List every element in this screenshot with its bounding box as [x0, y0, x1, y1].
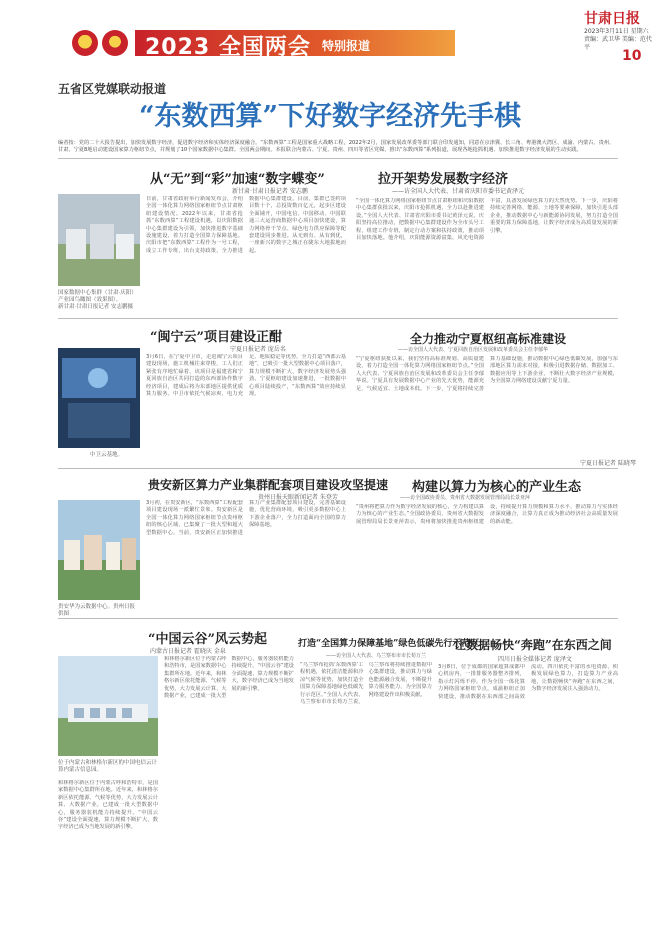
- byline-gansu: 新甘肃·甘肃日报记者 安志鹏: [232, 188, 308, 195]
- byline-cloud-valley: 内蒙古日报记者 霍晓庆 金泉: [150, 648, 226, 655]
- byline-interview-gansu: ——访全国人大代表、甘肃省庆阳市委书记黄泽元: [392, 188, 525, 195]
- body-gansu: 日前，甘肃省政府举行新闻发布会，介绍全国一体化算力网络国家枢纽节点甘肃枢纽建设情况。2022年以来，甘肃省抢抓“东数西算”工程建设机遇，以庆阳数据中心集群建设为引领，加快推进数字基础设施建设，着力打造全国算力保障基地。庆阳市把“东数西算”工程作为一号工程，成立工作专班，出台支持政策，全力推进数据中心集群建设。目前，集群已签约项目数十个，总投资数百亿元，起步区建设全面铺开，中国电信、中国移动、中国联通三大运营商数据中心项目加快建设，算力网络骨干节点、绿色电力供应保障等配套建设同步推进。从无到有、从有到优，一座新兴的数字之城正在陇东大地拔地而起。: [146, 196, 346, 254]
- header-title: 2023 全国两会: [145, 35, 311, 60]
- article-title-interview-gansu: 拉开架势发展数字经济: [378, 172, 509, 187]
- byline-interview-ningxia: ——访全国人大代表、宁夏回族自治区发展和改革委员会主任李郁华: [398, 347, 549, 353]
- body-green-base: “乌兰察布抢抓‘东数西算’工程机遇，依托清洁能源和冷凉气候等优势，加快打造全国算力保障基地绿色低碳先行示范区。”全国人大代表、乌兰察布市市长荀万兰说，乌兰察布将持续推进数据中心集群建设，推动算力与绿色能源融合发展，不断提升算力服务能力，为全国算力网络建设作出积极贡献。: [300, 662, 432, 706]
- page-header: [0, 0, 660, 62]
- article-title-interview-ningxia: 全力推动宁夏枢纽高标准建设: [410, 332, 567, 346]
- byline-ningxia: 宁夏日报记者 庞岳名: [230, 346, 286, 353]
- series-eyebrow: 五省区党媒联动报道: [58, 82, 167, 96]
- caption-ningxia: 中卫云基地。: [90, 452, 124, 458]
- article-title-guizhou: 贵安新区算力产业集群配套项目建设攻坚提速: [148, 478, 389, 492]
- photo-gansu: [58, 194, 140, 286]
- header-date: 2023年3月11日 星期六 责编：武卫华 美编：范代平: [584, 28, 652, 51]
- body-cloud-valley-a: 和林格尔新区位于内蒙古呼和浩特市，是国家数据中心集群所在地。近年来，和林格尔新区依托能源、气候等优势，大力发展云计算、大数据产业，已建成一批大型数据中心，服务器装机能力持续提升。“中国云谷”建设全面提速，算力规模不断扩大，数字经济已成为当地发展的新引擎。: [58, 780, 158, 831]
- article-title-green-base: 打造“全国算力保障基地”绿色低碳先行示范区: [298, 639, 480, 649]
- byline-interview-guizhou: ——访全国政协委员、贵州省大数据发展管理局局长景亚萍: [400, 495, 531, 501]
- editor-note: 编者按：党的二十大报告提出，加快发展数字经济，促进数字经济和实体经济深度融合。“东数西算”工程是国家重大战略工程，2022年2月，国家发展改革委等部门联合印发通知，同意在京津冀、长三角、粤港澳大湾区、成渝、内蒙古、贵州、甘肃、宁夏8地启动建设国家算力枢纽节点，并规划了10个国家数据中心集群。全国两会期间，本报联合内蒙古、宁夏、贵州、四川等省区党媒，推出“东数西算”系列报道，展现各地抢抓机遇、加快推进数字经济发展的生动实践。: [58, 140, 615, 153]
- page-headline: “东数西算”下好数字经济先手棋: [138, 101, 522, 132]
- divider: [58, 318, 618, 319]
- page-number: 10: [622, 48, 642, 64]
- left-margin: [0, 62, 52, 941]
- byline-guizhou: 贵州日报天眼新闻记者 朱登芳: [258, 494, 338, 501]
- newspaper-brand: 甘肃日报: [584, 11, 640, 27]
- caption-gansu: 国家数据中心集群（甘肃·庆阳）产业园鸟瞰图（效果图）。 新甘肃·甘肃日报记者 安志鹏摄: [58, 290, 137, 310]
- body-cloud-valley-b: 和林格尔新区位于内蒙古呼和浩特市，是国家数据中心集群所在地。近年来，和林格尔新区依托能源、气候等优势，大力发展云计算、大数据产业，已建成一批大型数据中心，服务器装机能力持续提升。“中国云谷”建设全面提速，算力规模不断扩大，数字经济已成为当地发展的新引擎。: [164, 656, 294, 700]
- byline-dataflow: 四川日报全媒体记者 庞泽文: [498, 656, 572, 663]
- header-tag: 特别报道: [322, 39, 371, 53]
- body-dataflow: 3月8日，位于成都的国家超算成都中心机房内，一排排服务器整齐排列，指示灯闪烁不停。作为全国一体化算力网络国家枢纽节点，成渝枢纽正加快建设，推动数据在东西部之间高效流动。四川依托丰富的水电资源，积极发展绿色算力，打造算力产业高地，让数据畅快“奔跑”在东西之间，为数字经济发展注入强劲动力。: [438, 664, 618, 700]
- body-interview-ningxia: “宁夏枢纽获批以来，我们坚持高标准规划、高质量建设，着力打造全国一体化算力网络国家枢纽节点。”全国人大代表、宁夏回族自治区发展和改革委员会主任李郁华说。宁夏具有发展数据中心产业的先天优势，能源充足、气候适宜、土地成本低。下一步，宁夏将持续完善算力基础设施，推动数据中心绿色低碳发展，加强与东部地区算力需求对接，积极引进数据存储、数据加工、数据应用等上下游企业，不断壮大数字经济产业规模，为全国算力网络建设贡献宁夏力量。: [356, 356, 618, 392]
- caption-cloud-valley: 位于内蒙古和林格尔新区的中国电信云计算内蒙古信息园。: [58, 760, 158, 773]
- caption-guizhou: 贵安华为云数据中心。贵州日报供图: [58, 604, 136, 617]
- article-title-cloud-valley: “中国云谷”风云势起: [148, 632, 267, 647]
- divider: [58, 618, 618, 619]
- credit-interview-ningxia: 宁夏日报记者 陆晓琴: [580, 460, 636, 467]
- article-title-interview-guizhou: 构建以算力为核心的产业生态: [412, 480, 582, 495]
- body-interview-gansu: “全国一体化算力网络国家枢纽节点甘肃枢纽和庆阳数据中心集群获批以来，庆阳市抢抓机遇，全力以赴推进建设。”全国人大代表、甘肃省庆阳市委书记黄泽元说。庆阳坚持高位推动，把数据中心集群建设作为全市头号工程，组建工作专班，制定行动方案和扶持政策，推动项目加快落地。他介绍，庆阳能源资源富集，风光电资源丰富，具备发展绿色算力的天然优势。下一步，庆阳将持续完善网络、能源、土地等要素保障，加快引进头部企业，推动数据中心与新能源协同发展，努力打造全国重要的算力保障基地，让数字经济成为高质量发展的新引擎。: [356, 198, 618, 242]
- article-title-ningxia: “闽宁云”项目建设正酣: [150, 330, 282, 345]
- divider: [58, 158, 618, 159]
- divider: [58, 468, 618, 469]
- photo-ningxia: [58, 348, 140, 448]
- body-ningxia: 3月6日，在宁夏中卫市，走进闽宁云项目建设现场，施工机械往来穿梭，工人们正紧张有序地忙碌着。该项目是福建省和宁夏回族自治区共同打造的东西部协作数字经济项目，建成后将为东部地区提供优质算力服务。中卫市依托气候凉爽、电力充足、地质稳定等优势，全力打造“西部云基地”，已吸引一批大型数据中心项目落户，算力规模不断扩大，数字经济发展势头强劲。宁夏枢纽建设加速推进，一批数据中心项目陆续投产，“东数西算”效应持续显现。: [146, 354, 346, 398]
- body-guizhou: 3月初，在贵安新区，“东数西算”工程配套项目建设现场一派繁忙景象。贵安新区是全国一体化算力网络国家枢纽节点贵州枢纽的核心区域，已集聚了一批大型和超大型数据中心。当前，贵安新区正加快推进算力产业集群配套项目建设，完善基础设施，优化营商环境，吸引更多数据中心上下游企业落户，全力打造面向全国的算力保障基地。: [146, 500, 346, 536]
- body-interview-guizhou: “贵州将把算力作为数字经济发展的核心，全力构建以算力为核心的产业生态。”全国政协委员、贵州省大数据发展管理局局长景亚萍表示，贵州将加快推进贵州枢纽建设，持续提升算力规模和算力水平，推动算力与实体经济深度融合，让算力真正成为推动经济社会高质量发展的新动能。: [356, 504, 618, 525]
- photo-guizhou: [58, 500, 140, 600]
- cppcc-emblem-icon: [102, 30, 128, 56]
- article-title-dataflow: 让数据畅快“奔跑”在东西之间: [454, 638, 612, 652]
- photo-cloud-valley: [58, 656, 158, 756]
- article-title-gansu: 从“无”到“彩”加速“数字蝶变”: [150, 172, 325, 187]
- national-emblem-icon: [72, 30, 98, 56]
- byline-green-base: ——访全国人大代表、乌兰察布市市长荀万兰: [326, 653, 427, 659]
